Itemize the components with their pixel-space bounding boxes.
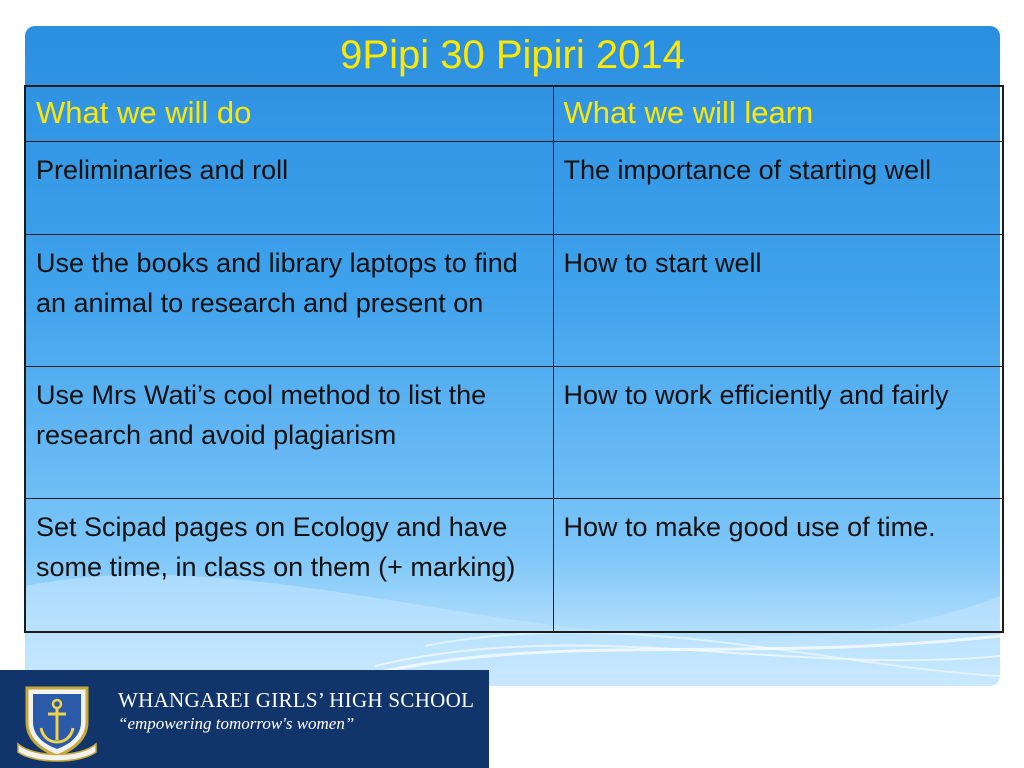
school-tagline: “empowering tomorrow's women” [118, 714, 355, 733]
header-what-we-will-learn: What we will learn [553, 86, 1003, 142]
table-row [25, 235, 1003, 367]
anchor-crest-icon [14, 682, 100, 762]
lesson-plan-table [24, 85, 1004, 633]
table-row [25, 367, 1003, 499]
cell-do: Use Mrs Wati’s cool method to list the research and avoid plagiarism [25, 367, 553, 499]
cell-do: Set Scipad pages on Ecology and have some time, in class on them (+ marking) [25, 499, 553, 633]
school-name: WHANGAREI GIRLS’ HIGH SCHOOL [118, 688, 475, 712]
cell-learn: How to work efficiently and fairly [553, 367, 1003, 499]
cell-do: Preliminaries and roll [25, 142, 553, 235]
cell-learn: How to make good use of time. [553, 499, 1003, 633]
header-what-we-will-do: What we will do [25, 86, 553, 142]
cell-learn: The importance of starting well [553, 142, 1003, 235]
slide-title: 9Pipi 30 Pipiri 2014 [340, 32, 685, 77]
cell-learn: How to start well [553, 235, 1003, 367]
cell-do: Use the books and library laptops to find an animal to research and present on [25, 235, 553, 367]
table-row [25, 142, 1003, 235]
table-row [25, 499, 1003, 633]
school-logo-banner [0, 670, 489, 768]
table-header-row [25, 86, 1003, 142]
